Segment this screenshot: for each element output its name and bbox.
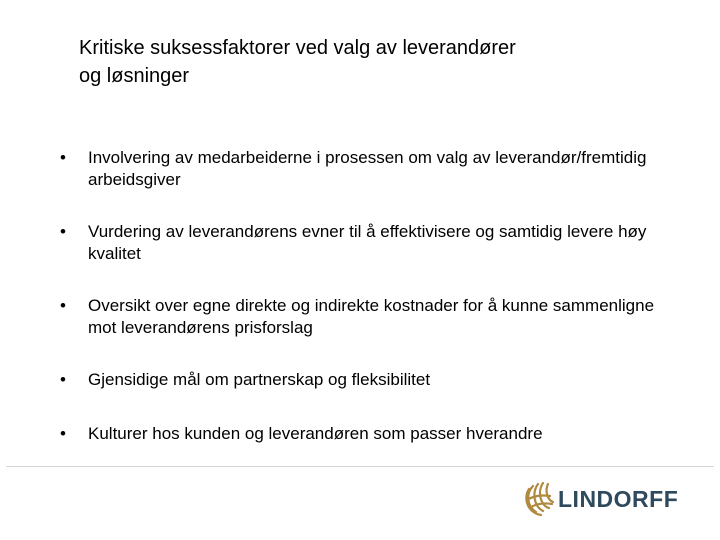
- company-logo: [522, 478, 679, 522]
- bullet-item: [60, 369, 670, 391]
- bullet-symbol: •: [60, 222, 66, 241]
- globe-icon: [522, 478, 562, 518]
- bullet-item: [60, 423, 670, 445]
- slide-title-line-2: og løsninger: [79, 65, 190, 87]
- bullet-item: [60, 295, 670, 339]
- bullet-text: Kulturer hos kunden og leverandøren som passer hverandre: [88, 424, 543, 443]
- bullet-text: Involvering av medarbeiderne i prosessen om valg av leverandør/fremtidig arbeidsgiver: [88, 148, 647, 189]
- slide-title-line-1: Kritiske suksessfaktorer ved valg av leverandører: [79, 37, 516, 59]
- bullet-item: [60, 221, 670, 265]
- bullet-text: Gjensidige mål om partnerskap og fleksibilitet: [88, 370, 431, 389]
- footer-divider: [6, 466, 714, 467]
- bullet-symbol: •: [60, 370, 66, 389]
- bullet-text: Oversikt over egne direkte og indirekte kostnader for å kunne sammenligne mot leverandørens prisforslag: [88, 296, 655, 337]
- logo-text: LINDORFF: [558, 486, 679, 512]
- bullet-item: [60, 147, 670, 191]
- bullet-symbol: •: [60, 296, 66, 315]
- bullet-text: Vurdering av leverandørens evner til å effektivisere og samtidig levere høy kvalitet: [88, 222, 647, 263]
- bullet-symbol: •: [60, 424, 66, 443]
- bullet-symbol: •: [60, 148, 66, 167]
